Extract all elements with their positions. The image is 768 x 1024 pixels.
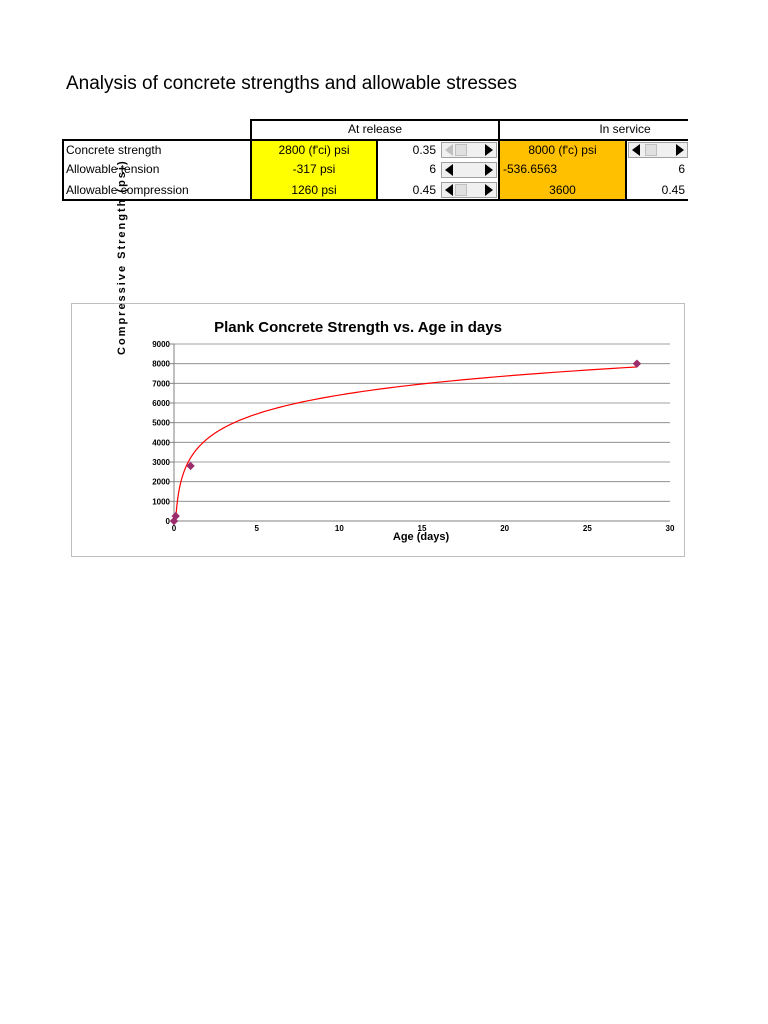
y-tick-label: 6000: [152, 399, 170, 408]
spin-left-arrow-icon[interactable]: [445, 184, 453, 196]
y-tick-label: 8000: [152, 359, 170, 369]
release-factor-strength[interactable]: 0.35: [412, 143, 436, 157]
service-factor-tension[interactable]: 6: [678, 162, 685, 176]
table-rule: [251, 119, 688, 121]
x-tick-label: 15: [417, 524, 427, 533]
trend-layer: [176, 367, 637, 521]
y-tick-label: 7000: [152, 379, 170, 389]
y-tick-label: 9000: [152, 340, 170, 349]
spinner-release-strength[interactable]: [441, 142, 497, 158]
x-axis-label: Age (days): [392, 531, 450, 543]
spin-left-arrow-icon[interactable]: [445, 164, 453, 176]
spin-left-arrow-icon[interactable]: [632, 144, 640, 156]
data-point: [633, 360, 640, 367]
release-factor-tension[interactable]: 6: [429, 162, 436, 176]
release-concrete-strength[interactable]: 2800 (f'ci) psi: [278, 143, 350, 157]
spin-thumb[interactable]: [455, 184, 467, 196]
table-rule: [62, 139, 64, 201]
header-at-release: At release: [347, 122, 403, 136]
release-allowable-tension[interactable]: -317 psi: [292, 162, 336, 176]
y-axis-label: Compressive Strength (psi): [116, 159, 128, 355]
table-rule: [62, 139, 688, 141]
table-rule: [376, 139, 378, 201]
spin-thumb[interactable]: [455, 144, 467, 156]
page-title: Analysis of concrete strengths and allowable stresses: [66, 73, 517, 94]
spin-right-arrow-icon[interactable]: [676, 144, 684, 156]
spinner-service-strength[interactable]: [628, 142, 688, 158]
service-concrete-strength[interactable]: 8000 (f'c) psi: [528, 143, 597, 157]
service-allowable-tension[interactable]: -536.6563: [503, 162, 558, 176]
x-tick-label: 10: [334, 524, 344, 533]
service-allowable-compression[interactable]: 3600: [549, 183, 576, 197]
chart-title: Plank Concrete Strength vs. Age in days: [214, 319, 502, 336]
table-rule: [62, 199, 688, 201]
row-label-allowable-compression: Allowable compression: [66, 183, 189, 197]
x-tick-label: 5: [254, 524, 259, 533]
row-label-concrete-strength: Concrete strength: [66, 143, 162, 157]
grid-layer: [174, 344, 670, 501]
y-tick-label: 1000: [152, 497, 170, 507]
strength-chart: [72, 304, 684, 556]
spin-right-arrow-icon[interactable]: [485, 184, 493, 196]
y-tick-label: 4000: [152, 438, 170, 448]
spinner-release-tension[interactable]: [441, 162, 497, 178]
row-label-allowable-tension: Allowable tension: [66, 162, 160, 176]
release-factor-compression[interactable]: 0.45: [412, 183, 436, 197]
header-in-service: In service: [599, 122, 651, 136]
spin-thumb[interactable]: [645, 144, 657, 156]
y-tick-label: 5000: [152, 418, 170, 428]
y-tick-label: 3000: [152, 458, 170, 467]
service-factor-compression[interactable]: 0.45: [661, 183, 685, 197]
chart-area[interactable]: [71, 303, 685, 557]
table-rule: [498, 119, 500, 201]
x-tick-label: 25: [582, 524, 592, 533]
y-tick-label: 0: [165, 517, 170, 526]
table-rule: [625, 139, 627, 201]
spinner-release-compression[interactable]: [441, 182, 497, 198]
spin-right-arrow-icon[interactable]: [485, 164, 493, 176]
trendline: [176, 367, 637, 521]
y-tick-label: 2000: [152, 477, 170, 487]
release-allowable-compression[interactable]: 1260 psi: [291, 183, 337, 197]
table-rule: [250, 119, 252, 201]
x-tick-label: 30: [665, 524, 675, 533]
spin-left-arrow-icon[interactable]: [445, 144, 453, 156]
x-tick-label: 0: [171, 524, 177, 533]
x-tick-label: 20: [500, 524, 510, 533]
spin-right-arrow-icon[interactable]: [485, 144, 493, 156]
